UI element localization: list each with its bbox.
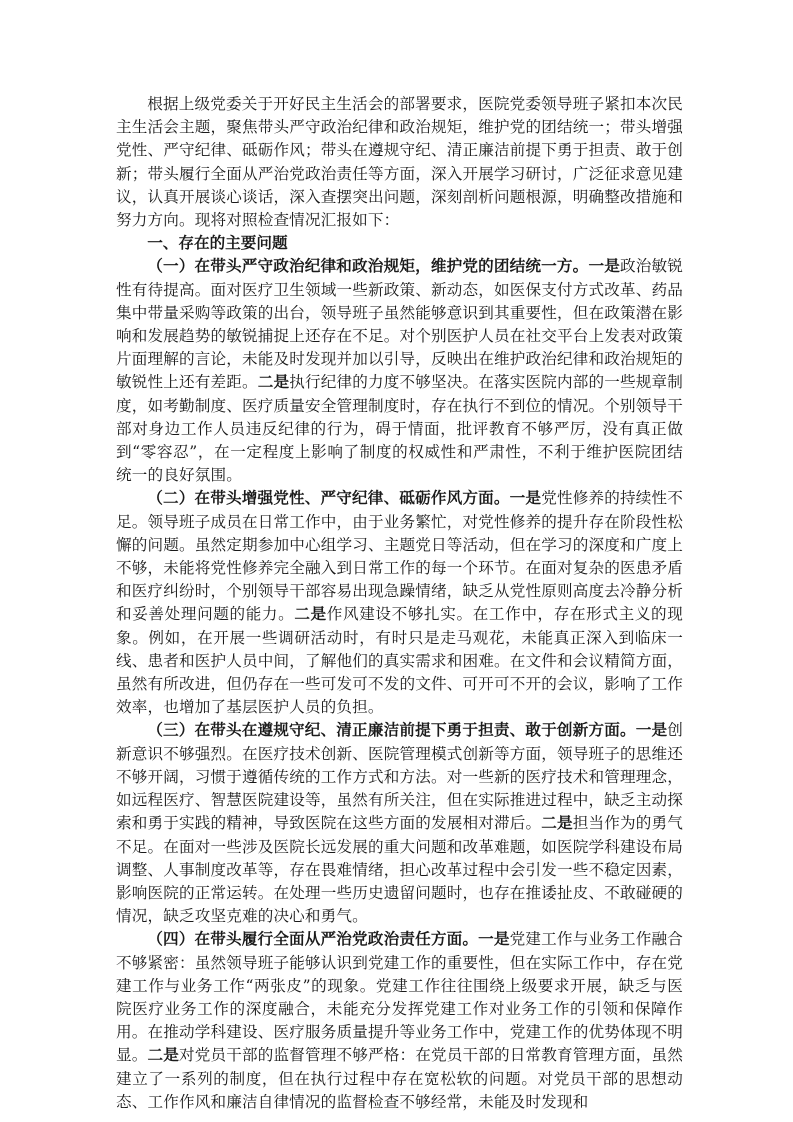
document-page (116, 93, 683, 1114)
section-3-marker-2: 二是 (541, 814, 573, 833)
section-1-marker-2: 二是 (257, 373, 290, 392)
section-3-text-1: 创新意识不够强烈。在医疗技术创新、医院管理模式创新等方面，领导班子的思维还不够开阔，习惯于遵循传统的工作方式和方法。对一些新的医疗技术和管理理念，如远程医疗、智慧医院建设等，虽然有所关注，但在实际推进过程中，缺乏主动探索和勇于实践的精神，导致医院在这些方面的发展相对滞后。 (116, 721, 683, 833)
intro-paragraph: 根据上级党委关于开好民主生活会的部署要求，医院党委领导班子紧扣本次民主生活会主题，聚焦带头严守政治纪律和政治规矩，维护党的团结统一；带头增强党性、严守纪律、砥砺作风；带头在遵规守纪、清正廉洁前提下勇于担责、敢于创新；带头履行全面从严治党政治责任等方面，深入开展学习研讨，广泛征求意见建议，认真开展谈心谈话，深入查摆突出问题，深刻剖析问题根源，明确整改措施和努力方向。现将对照检查情况汇报如下： (116, 95, 683, 230)
section-1-marker-1: 一是 (588, 257, 620, 276)
section-3-paragraph (116, 719, 683, 928)
section-2-paragraph (116, 487, 683, 719)
section-1-paragraph (116, 255, 683, 487)
section-2-text-2: 作风建设不够扎实。在工作中，存在形式主义的现象。例如，在开展一些调研活动时，有时只是走马观花，未能真正深入到临床一线、患者和医护人员中间，了解他们的真实需求和困难。在文件和会议精简方面，虽然有所改进，但仍存在一些可发可不发的文件、可开可不开的会议，影响了工作效率，也增加了基层医护人员的负担。 (116, 605, 683, 717)
section-1-text-2: 执行纪律的力度不够坚决。在落实医院内部的一些规章制度，如考勤制度、医疗质量安全管理制度时，存在执行不到位的情况。个别领导干部对身边工作人员违反纪律的行为，碍于情面，批评教育不够严厉，没有真正做到“零容忍”，在一定程度上影响了制度的权威性和严肃性，不利于维护医院团结统一的良好氛围。 (116, 373, 683, 485)
section-4-marker-2: 二是 (147, 1046, 179, 1065)
section-3-text-2: 担当作为的勇气不足。在面对一些涉及医院长远发展的重大问题和改革难题，如医院学科建设布局调整、人事制度改革等，存在畏难情绪，担心改革过程中会引发一些不稳定因素，影响医院的正常运转。在处理一些历史遗留问题时，也存在推诿扯皮、不敢碰硬的情况，缺乏攻坚克难的决心和勇气。 (116, 814, 683, 926)
section-4-paragraph (116, 928, 683, 1114)
section-2-text-1: 党性修养的持续性不足。领导班子成员在日常工作中，由于业务繁忙，对党性修养的提升存在阶段性松懈的问题。虽然定期参加中心组学习、主题党日等活动，但在学习的深度和广度上不够，未能将党性修养完全融入到日常工作的每一个环节。在面对复杂的医患矛盾和医疗纠纷时，个别领导干部容易出现急躁情绪，缺乏从党性原则高度去冷静分析和妥善处理问题的能力。 (116, 489, 684, 624)
section-4-lead: （四）在带头履行全面从严治党政治责任方面。 (147, 930, 479, 949)
section-1-text-1: 政治敏锐性有待提高。面对医疗卫生领域一些新政策、新动态，如医保支付方式改革、药品集中带量采购等政策的出台，领导班子虽然能够意识到其重要性，但在政策潜在影响和发展趋势的敏锐捕捉上还存在不足。对个别医护人员在社交平台上发表对政策片面理解的言论，未能及时发现并加以引导，反映出在维护政治纪律和政治规矩的敏锐性上还有差距。 (116, 257, 683, 392)
section-2-lead: （二）在带头增强党性、严守纪律、砥砺作风方面。 (147, 489, 510, 508)
section-3-lead: （三）在带头在遵规守纪、清正廉洁前提下勇于担责、敢于创新方面。 (147, 721, 636, 740)
section-4-text-1: 党建工作与业务工作融合不够紧密：虽然领导班子能够认识到党建工作的重要性，但在实际工作中，存在党建工作与业务工作“两张皮”的现象。党建工作往往围绕上级要求开展，缺乏与医院医疗业务工作的深度融合，未能充分发挥党建工作对业务工作的引领和保障作用。在推动学科建设、医疗服务质量提升等业务工作中，党建工作的优势体现不明显。 (116, 930, 683, 1065)
section-1-lead: （一）在带头严守政治纪律和政治规矩，维护党的团结统一方。 (147, 257, 589, 276)
section-4-text-2: 对党员干部的监督管理不够严格：在党员干部的日常教育管理方面，虽然建立了一系列的制度，但在执行过程中存在宽松软的问题。对党员干部的思想动态、工作作风和廉洁自律情况的监督检查不够经常，未能及时发现和 (116, 1046, 683, 1111)
section-3-marker-1: 一是 (635, 721, 668, 740)
section-heading: 一、存在的主要问题 (147, 234, 288, 253)
section-4-marker-1: 一是 (478, 930, 510, 949)
section-2-marker-2: 二是 (294, 605, 327, 624)
section-2-marker-1: 一是 (509, 489, 542, 508)
